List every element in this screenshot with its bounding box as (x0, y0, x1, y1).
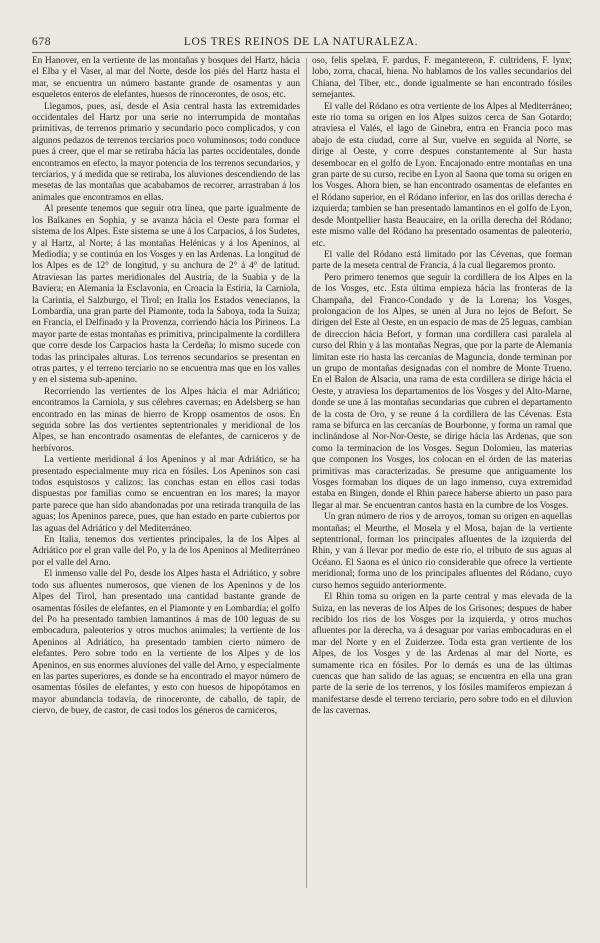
paragraph: Llegamos, pues, así, desde el Asia central hasta las extremidades occidentales del Hartz por una serie no interrumpida de montañas primitivas, de terrenos primario y secundario poco complicados, y con algunos pedazos de terrenos terciarios poco voluminosos; todo conduce pues á creer, que el mar se retiraba hácia las partes occidentales, donde encontramos en efecto, la mayor potencia de los terrenos secundarios, y terciarios, y á medida que se retiraba, los aluviones descendiendo de las mesetas de las montañas que acababamos de recorrer, arrastraban á los animales que encontramos en ellas. (32, 101, 300, 203)
page-header (32, 36, 570, 52)
paragraph: El valle del Ródano es otra vertiente de los Alpes al Mediterráneo; este rio toma su origen en los Alpes suizos cerca de San Gotardo; atraviesa el Valés, el lago de Ginebra, entra en Francia poco mas abajo de esta ciudad, corre al Sur, vuelve en seguida al Norte, se dirige al Oeste, y corre despues constantemente al Sur hasta desembocar en el golfo de Lyon. Encajonado entre montañas en una gran parte de su curso, recibe en Lyon al Saona que toma su origen en los Vosges. Ahora bien, se han encontrado osamentas de elefantes en el Ródano superior, en el Ródano inferior, en las dos orillas derecha é izquierda; tambien se han presentado lamantinos en el golfo de Lyon, desde Montpellier hasta Beaucaire, en la orilla derecha del Ródano; este mismo valle del Ródano ha presentado osamentas de paleoterio, etc. (312, 101, 572, 249)
paragraph: El inmenso valle del Po, desde los Alpes hasta el Adriático, y sobre todo sus afluentes numerosos, que vienen de los Apeninos y de los Alpes del Tirol, han presentado una cantidad bastante grande de osamentas fósiles de elefantes, en el Piamonte y en Lombardía; el golfo del Po ha presentado tambien lamantinos á mas de 100 leguas de su embocadura, paleoterios y otros muchos animales; la vertiente de los Apeninos al Adriático, ha presentado tambien cierto número de elefantes. Pero sobre todo en la vertiente de los Alpes y de los Apeninos, en sus enormes aluviones del valle del Arno, y especialmente en las partes superiores, es donde se ha encontrado el mayor número de osamentas fósiles de elefantes, y esto con huesos de hipopótamos en mayor abundancia todavía, de rinoceronte, de caballo, de tapir, de ciervo, de buey, de castor, de casi todos los géneros de carniceros, (32, 569, 300, 717)
left-column (32, 56, 300, 894)
right-column (312, 56, 572, 894)
paragraph: Al presente tenemos que seguir otra línea, que parte igualmente de los Balkanes en Sophia, y se avanza hácia el Oeste para formar el sistema de los Alpes. Este sistema se une á los Carpacios, á los Sudetes, y al Hartz, al Norte; á las montañas Helénicas y á los Apeninos, al Mediodía; y se continúa en los Vosges y en las Ardenas. La longitud de los Alpes es de 12° de longitud, y su anchura de 2° á 4° de latitud. Atraviesan las partes meridionales del Austria, de la Suabia y de la Baviera; en Alemania la Esclavonia, en Croacia la Estiria, la Carniola, la Carintia, el Salzburgo, el Tirol; en Italia los Estados venecianos, la Lombardía, una gran parte del Piamonte, toda la Saboya, toda la Suiza; en Francia, el Delfinado y la Provenza, corriendo hácia los Pirineos. La mayor parte de estas montañas es primitiva, principalmente la cordillera que corre desde los Carpacios hasta la Cerdeña; lo mismo sucede con todas las principales alturas. Los terrenos secundarios se presentan en otras partes, y el terreno terciario no se encuentra mas que en los valles y en el sistema sub-apenino. (32, 204, 300, 386)
paragraph: La vertiente meridional á los Apeninos y al mar Adriático, se ha presentado especialmente muy rica en fósiles. Los Apeninos son casi todos esquistosos y calizos; las conchas estan en ellos casi todas dispuestas por familias como se encuentran en los mares; la mayor parte parece que han sido abandonadas por una retirada tranquila de las aguas; los Apeninos parece, pues, que han estado en parte cubiertos por las aguas del Adriático y del Mediterráneo. (32, 455, 300, 534)
paragraph: El Rhin toma su origen en la parte central y mas elevada de la Suiza, en las neveras de los Alpes de los Grisones; despues de haber recibido los rios de los Vosges por la izquierda, y otros muchos afluentes por la derecha, va á desaguar por varias embocaduras en el mar del Norte y en el Zuiderzee. Toda esta gran vertiente de los Alpes, de los Vosges y de las Ardenas al mar del Norte, es sumamente rica en fósiles. Por lo demás es una de las últimas cuencas que han salido de las aguas; se encuentra en ella una gran parte de la serie de los terrenos, y los fósiles mamíferos empiezan á manifestarse desde el terreno terciario, pero sobre todo en el diluvion de las cavernas. (312, 592, 572, 717)
paragraph: oso, felis spelæa, F. pardus, F. megantereon, F. cultridens, F. lynx; lobo, zorra, chacal, hiena. No hablamos de los valles secundarios del Chiana, del Tiber, etc., donde igualmente se han encontrado fósiles semejantes. (312, 56, 572, 101)
paragraph: Pero primero tenemos que seguir la cordillera de los Alpes en la de los Vosges, etc. Esta última empieza hácia las fronteras de la Champaña, del Franco-Condado y de la Lorena; los Vosges, prolongacion de los Alpes, se unen al Jura no lejos de Befort. Se dirigen del Este al Oeste, en un espacio de mas de 25 leguas, cambian de direccion hácia Befort, y forman una cordillera casi paralela al curso del Rhin y á las montañas Negras, que por la parte de Alemania limitan este rio hasta las cercanías de Maguncia, donde terminan por un grupo de montañas designadas con el nombre de Monte Trueno. En el Balon de Alsacia, una rama de esta cordillera se dirige hácia el Oeste, y atraviesa los departamentos de los Vosges y del Alto-Marne, donde se une á las montañas secundarias que cubren el departamento de la costa de Oro, y se reune á la cordillera de las Cévenas. Esta rama se bifurca en las cercanías de Bourbonne, y forma un ramal que inclinándose al Nor-Nor-Oeste, se dirige hácia las Ardenas, que son como la terminacion de los Vosges. Segun Dolomieu, las materias que componen los Vosges, los colocan en el órden de las materias primitivas mas caracterizadas. Se presume que antiguamente los Vosges formaban los diques de un lago inmenso, cuya extremidad estaba en Bingen, donde el Rhin parece haberse abierto un paso para llegar al mar. Se encuentran cantos hasta en la cumbre de los Vosges. (312, 272, 572, 511)
header-rule (32, 52, 570, 53)
page-number: 678 (32, 36, 52, 48)
column-divider (306, 58, 307, 888)
paragraph: Un gran número de rios y de arroyos, toman su origen en aquellas montañas; el Meurthe, el Mosela y el Mosa, bajan de la vertiente septentrional, forman los principales afluentes de la izquierda del Rhin, y van á llevar por medio de este rio, el tributo de sus aguas al Océano. El Saona es el único rio considerable que ofrece la vertiente meridional; forma uno de los principales afluentes del Ródano, cuyo curso hemos seguido anteriormente. (312, 512, 572, 591)
paragraph: En Italia, tenemos dos vertientes principales, la de los Alpes al Adriático por el gran valle del Po, y la de los Apeninos al Mediterráneo por el valle del Arno. (32, 535, 300, 568)
paragraph: Recorriendo las vertientes de los Alpes hácia el mar Adriático; encontramos la Carniola, y sus célebres cavernas; en Adelsberg se han encontrado en las minas de hierro de Kropp osamentos de osos. En seguida sobre las dos vertientes septentrionales y meridional de los Alpes, se han encontrado osamentas de elefantes, de carniceros y de herbívoros. (32, 386, 300, 454)
running-title: LOS TRES REINOS DE LA NATURALEZA. (183, 36, 419, 48)
paragraph: El valle del Ródano está limitado por las Cévenas, que forman parte de la meseta central de Francia, á la cual llegaremos pronto. (312, 249, 572, 272)
paragraph: En Hanover, en la vertiente de las montañas y bosques del Hartz, hácia el Elba y el Vaser, al mar del Norte, desde los piés del Hartz hasta el mar, se encuentra un número bastante grande de osamentas y aun esqueletos enteros de elefantes, huesos de rinocerontes, de osos, etc. (32, 56, 300, 101)
